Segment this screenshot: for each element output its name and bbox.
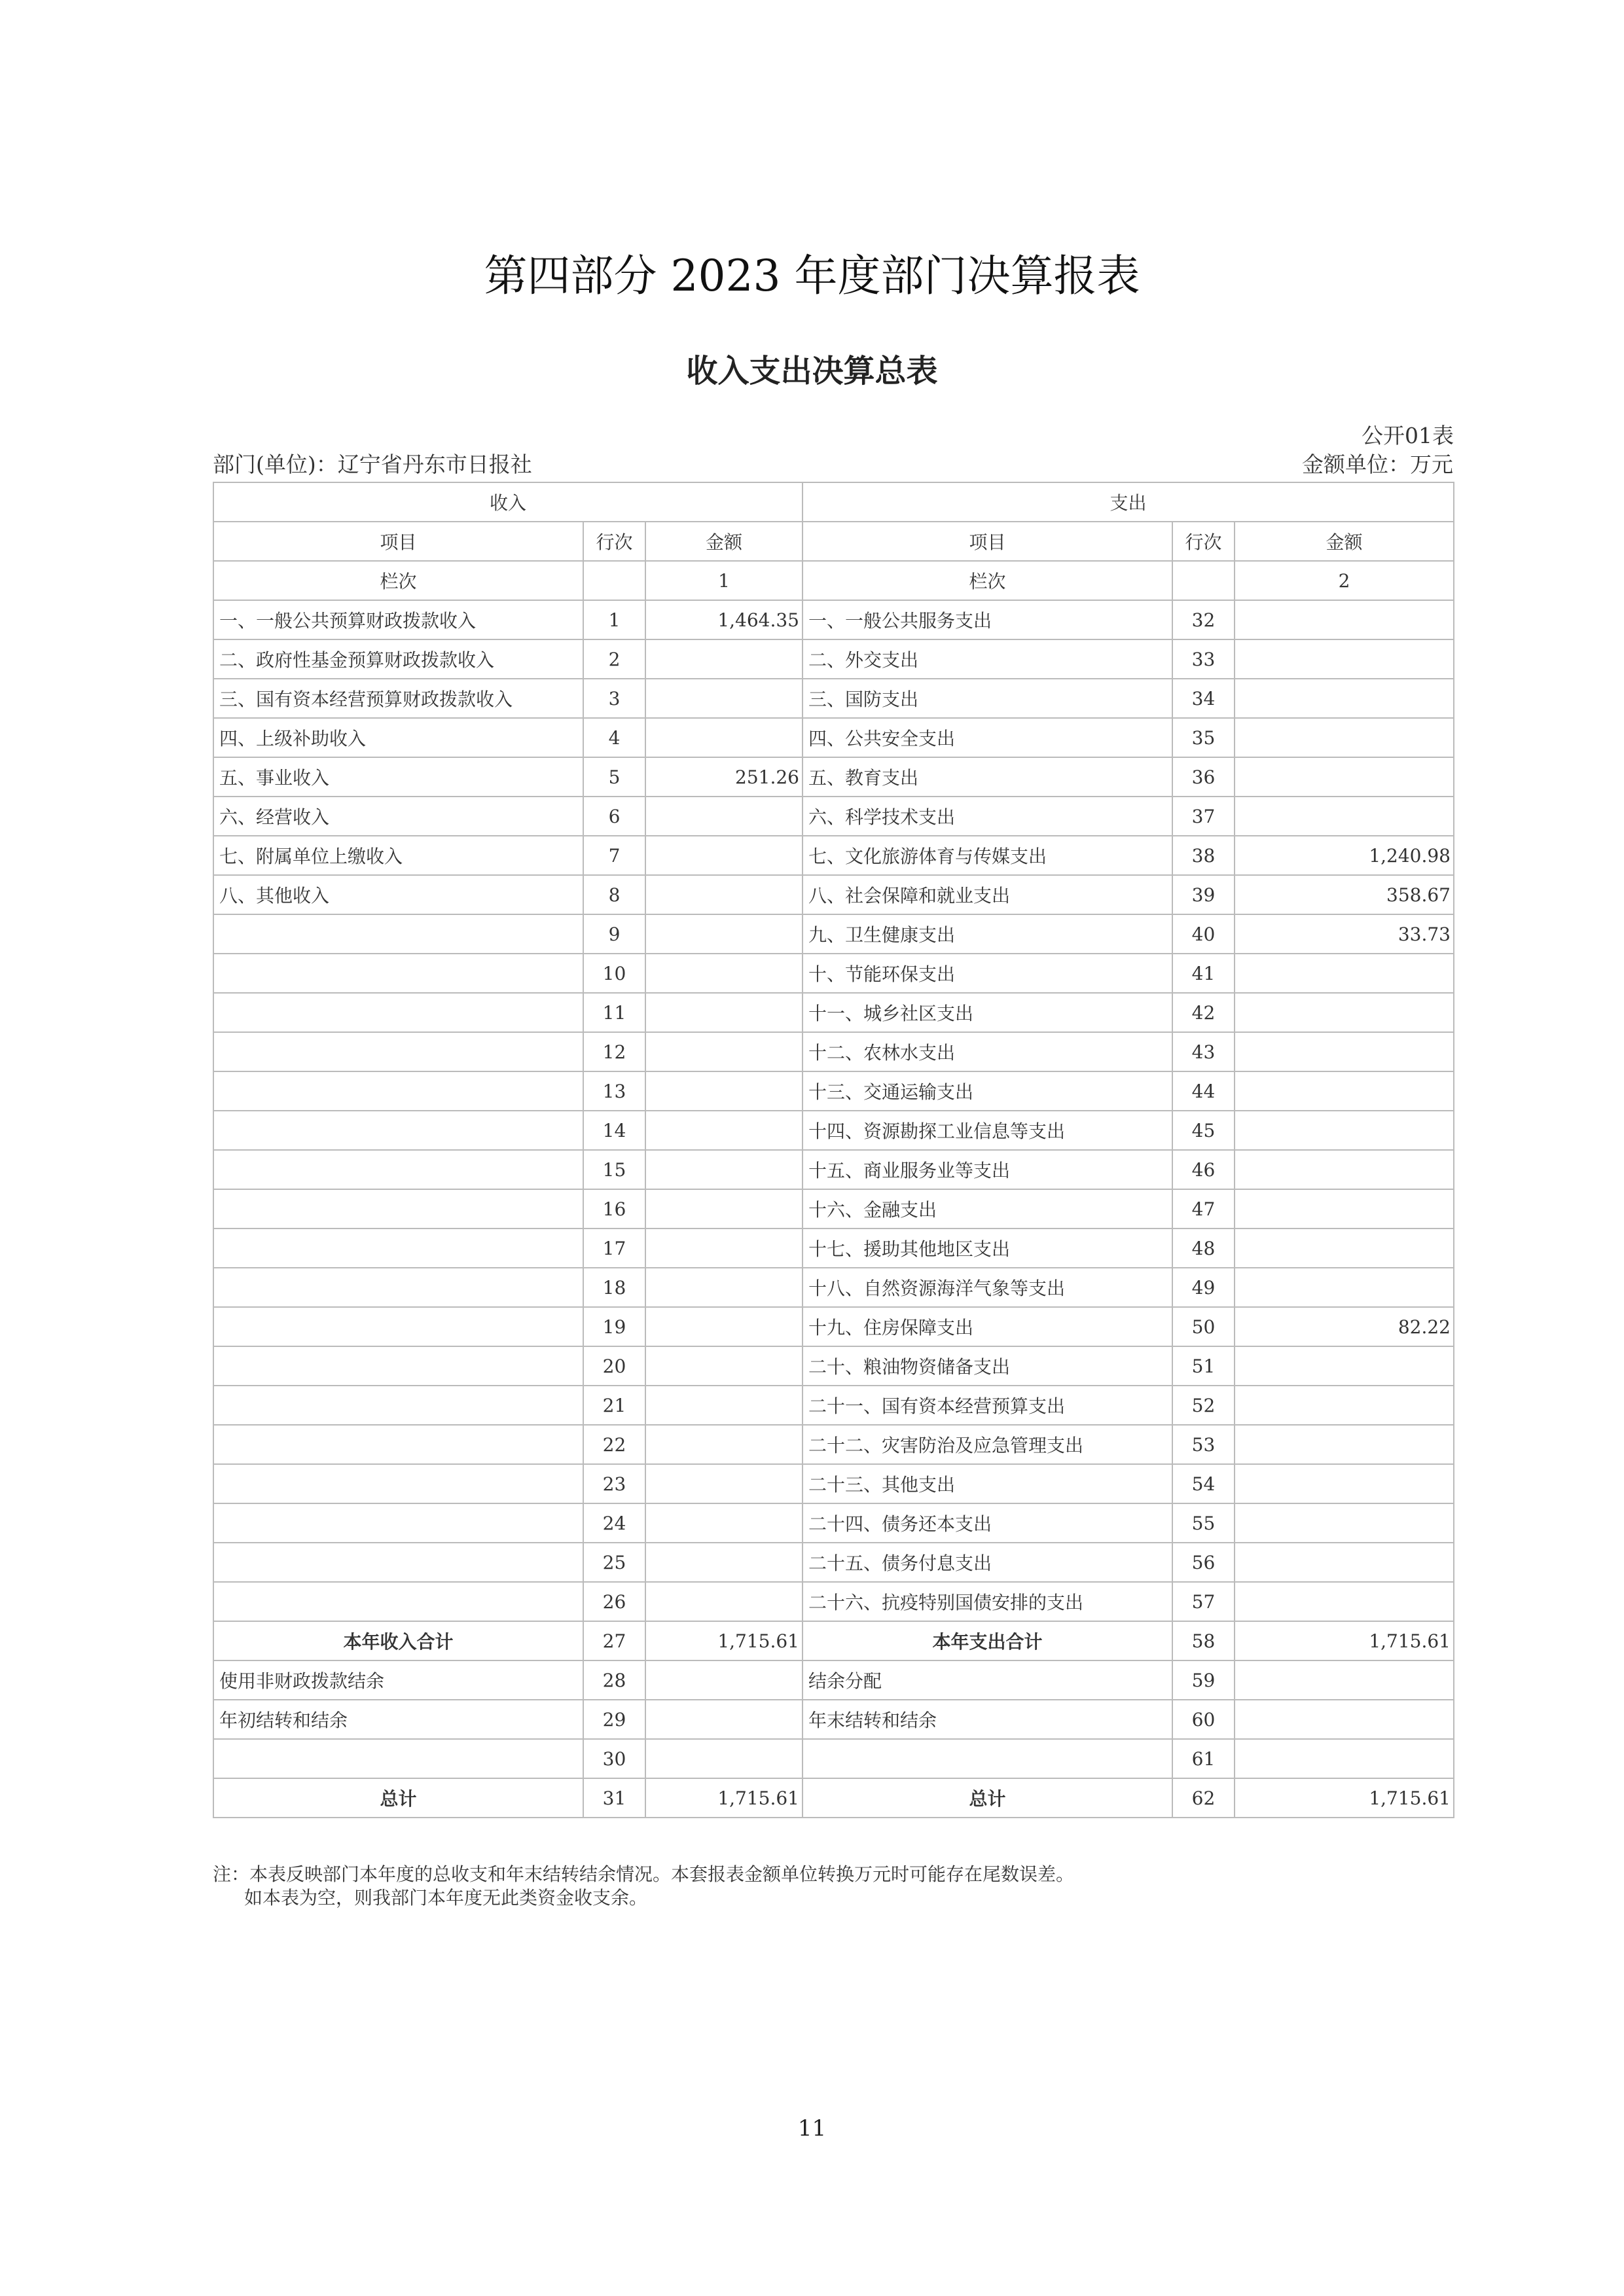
income-item-cell: 五、事业收入 <box>213 757 583 797</box>
expense-line-cell: 49 <box>1172 1268 1235 1307</box>
table-row <box>213 1621 1454 1660</box>
expense-group-header: 支出 <box>803 482 1454 522</box>
table-title: 收入支出决算总表 <box>686 353 938 389</box>
income-amount-cell <box>645 679 803 718</box>
income-line-cell: 24 <box>583 1503 645 1543</box>
income-item-cell <box>213 954 583 993</box>
income-item-cell <box>213 1582 583 1621</box>
expense-amount-cell <box>1235 1111 1454 1150</box>
table-row <box>213 1386 1454 1425</box>
expense-item-cell: 年末结转和结余 <box>803 1700 1172 1739</box>
table-row <box>213 1700 1454 1739</box>
income-line-cell: 29 <box>583 1700 645 1739</box>
income-item-cell: 一、一般公共预算财政拨款收入 <box>213 600 583 639</box>
table-row <box>213 836 1454 875</box>
expense-item-cell: 十一、城乡社区支出 <box>803 993 1172 1032</box>
income-amount-cell <box>645 1739 803 1778</box>
expense-item-cell: 结余分配 <box>803 1660 1172 1700</box>
income-line-cell: 15 <box>583 1150 645 1189</box>
income-item-cell <box>213 1307 583 1346</box>
table-row <box>213 875 1454 914</box>
expense-line-cell: 56 <box>1172 1543 1235 1582</box>
income-line-cell: 17 <box>583 1229 645 1268</box>
income-index-label: 栏次 <box>213 561 583 600</box>
expense-amount-cell <box>1235 1543 1454 1582</box>
expense-line-cell: 60 <box>1172 1700 1235 1739</box>
expense-amount-cell <box>1235 1032 1454 1071</box>
expense-amount-cell <box>1235 679 1454 718</box>
expense-amount-cell <box>1235 757 1454 797</box>
income-line-cell: 7 <box>583 836 645 875</box>
expense-item-header: 项目 <box>803 522 1172 561</box>
group-header-row <box>213 482 1454 522</box>
income-amount-cell: 1,464.35 <box>645 600 803 639</box>
income-amount-cell <box>645 1032 803 1071</box>
expense-amount-cell <box>1235 1660 1454 1700</box>
expense-amount-cell: 82.22 <box>1235 1307 1454 1346</box>
income-line-cell: 6 <box>583 797 645 836</box>
expense-line-cell: 59 <box>1172 1660 1235 1700</box>
table-row <box>213 1582 1454 1621</box>
expense-line-cell: 36 <box>1172 757 1235 797</box>
income-item-cell: 年初结转和结余 <box>213 1700 583 1739</box>
expense-item-cell: 十六、金融支出 <box>803 1189 1172 1229</box>
expense-amount-cell <box>1235 954 1454 993</box>
expense-line-cell: 39 <box>1172 875 1235 914</box>
expense-item-cell: 十八、自然资源海洋气象等支出 <box>803 1268 1172 1307</box>
income-item-cell <box>213 1464 583 1503</box>
expense-item-cell: 二十一、国有资本经营预算支出 <box>803 1386 1172 1425</box>
expense-line-cell: 32 <box>1172 600 1235 639</box>
income-line-cell: 30 <box>583 1739 645 1778</box>
income-line-cell: 3 <box>583 679 645 718</box>
expense-item-cell: 二十四、债务还本支出 <box>803 1503 1172 1543</box>
table-row <box>213 1778 1454 1818</box>
income-line-cell: 12 <box>583 1032 645 1071</box>
income-item-cell <box>213 1739 583 1778</box>
expense-item-cell: 八、社会保障和就业支出 <box>803 875 1172 914</box>
expense-amount-cell <box>1235 639 1454 679</box>
note-line-2: 如本表为空，则我部门本年度无此类资金收支余。 <box>244 1887 648 1909</box>
income-amount-cell <box>645 1700 803 1739</box>
table-row <box>213 1739 1454 1778</box>
income-item-cell: 四、上级补助收入 <box>213 718 583 757</box>
column-header-row <box>213 522 1454 561</box>
expense-index-label: 栏次 <box>803 561 1172 600</box>
income-line-cell: 5 <box>583 757 645 797</box>
table-code: 公开01表 <box>1362 423 1454 448</box>
expense-line-cell: 35 <box>1172 718 1235 757</box>
expense-amount-cell <box>1235 1268 1454 1307</box>
table-row <box>213 757 1454 797</box>
income-amount-cell <box>645 1268 803 1307</box>
income-item-cell <box>213 1150 583 1189</box>
income-line-cell: 28 <box>583 1660 645 1700</box>
income-item-cell <box>213 1189 583 1229</box>
table-row <box>213 600 1454 639</box>
income-item-cell: 二、政府性基金预算财政拨款收入 <box>213 639 583 679</box>
expense-amount-cell <box>1235 1189 1454 1229</box>
income-amount-cell: 1,715.61 <box>645 1778 803 1818</box>
expense-item-cell: 十二、农林水支出 <box>803 1032 1172 1071</box>
expense-amount-cell <box>1235 1150 1454 1189</box>
expense-amount-cell <box>1235 718 1454 757</box>
income-index-blank <box>583 561 645 600</box>
expense-item-cell: 十五、商业服务业等支出 <box>803 1150 1172 1189</box>
table-row <box>213 718 1454 757</box>
income-amount-cell <box>645 1346 803 1386</box>
expense-line-cell: 54 <box>1172 1464 1235 1503</box>
income-item-cell <box>213 1071 583 1111</box>
table-row <box>213 1071 1454 1111</box>
table-row <box>213 1346 1454 1386</box>
expense-amount-cell <box>1235 1425 1454 1464</box>
income-amount-cell <box>645 1503 803 1543</box>
income-line-cell: 31 <box>583 1778 645 1818</box>
expense-item-cell: 十七、援助其他地区支出 <box>803 1229 1172 1268</box>
expense-line-cell: 45 <box>1172 1111 1235 1150</box>
income-amount-cell <box>645 954 803 993</box>
income-line-cell: 9 <box>583 914 645 954</box>
table-row <box>213 797 1454 836</box>
income-amount-cell <box>645 1111 803 1150</box>
expense-line-cell: 44 <box>1172 1071 1235 1111</box>
income-item-cell <box>213 1229 583 1268</box>
income-line-cell: 1 <box>583 600 645 639</box>
income-item-cell <box>213 1386 583 1425</box>
income-amount-cell <box>645 1425 803 1464</box>
expense-item-cell <box>803 1739 1172 1778</box>
income-line-cell: 8 <box>583 875 645 914</box>
table-row <box>213 1543 1454 1582</box>
income-item-cell <box>213 1111 583 1150</box>
income-amount-cell <box>645 1307 803 1346</box>
income-line-cell: 26 <box>583 1582 645 1621</box>
expense-amount-cell: 358.67 <box>1235 875 1454 914</box>
expense-amount-cell: 1,240.98 <box>1235 836 1454 875</box>
expense-amount-cell <box>1235 1582 1454 1621</box>
table-row <box>213 1464 1454 1503</box>
income-line-cell: 25 <box>583 1543 645 1582</box>
expense-line-cell: 52 <box>1172 1386 1235 1425</box>
expense-line-cell: 40 <box>1172 914 1235 954</box>
table-row <box>213 954 1454 993</box>
income-item-cell: 使用非财政拨款结余 <box>213 1660 583 1700</box>
income-amount-cell <box>645 1189 803 1229</box>
table-row <box>213 679 1454 718</box>
expense-index-blank <box>1172 561 1235 600</box>
expense-index-number: 2 <box>1235 561 1454 600</box>
income-item-cell: 八、其他收入 <box>213 875 583 914</box>
income-line-cell: 27 <box>583 1621 645 1660</box>
expense-line-cell: 34 <box>1172 679 1235 718</box>
income-item-cell: 本年收入合计 <box>213 1621 583 1660</box>
income-item-cell <box>213 1503 583 1543</box>
income-item-cell <box>213 914 583 954</box>
income-amount-cell <box>645 836 803 875</box>
income-line-cell: 10 <box>583 954 645 993</box>
expense-line-cell: 53 <box>1172 1425 1235 1464</box>
income-amount-cell: 251.26 <box>645 757 803 797</box>
expense-line-cell: 46 <box>1172 1150 1235 1189</box>
part-title: 第四部分 2023 年度部门决算报表 <box>484 251 1140 301</box>
income-amount-cell <box>645 1582 803 1621</box>
table-row <box>213 1229 1454 1268</box>
column-index-row <box>213 561 1454 600</box>
income-line-cell: 14 <box>583 1111 645 1150</box>
income-item-cell <box>213 993 583 1032</box>
income-amount-cell <box>645 718 803 757</box>
income-item-cell: 三、国有资本经营预算财政拨款收入 <box>213 679 583 718</box>
table-row <box>213 1307 1454 1346</box>
amount-unit-label: 金额单位：万元 <box>1302 452 1453 477</box>
income-item-cell <box>213 1268 583 1307</box>
expense-line-cell: 42 <box>1172 993 1235 1032</box>
income-amount-cell <box>645 993 803 1032</box>
expense-line-cell: 51 <box>1172 1346 1235 1386</box>
income-index-number: 1 <box>645 561 803 600</box>
income-line-cell: 20 <box>583 1346 645 1386</box>
income-line-cell: 2 <box>583 639 645 679</box>
table-row <box>213 639 1454 679</box>
expense-item-cell: 十四、资源勘探工业信息等支出 <box>803 1111 1172 1150</box>
income-amount-cell <box>645 1150 803 1189</box>
expense-item-cell: 二十六、抗疫特别国债安排的支出 <box>803 1582 1172 1621</box>
expense-item-cell: 二十二、灾害防治及应急管理支出 <box>803 1425 1172 1464</box>
expense-item-cell: 二十五、债务付息支出 <box>803 1543 1172 1582</box>
expense-line-cell: 61 <box>1172 1739 1235 1778</box>
table-row <box>213 1425 1454 1464</box>
income-amount-cell <box>645 914 803 954</box>
expense-item-cell: 二、外交支出 <box>803 639 1172 679</box>
department-label: 部门(单位)：辽宁省丹东市日报社 <box>213 452 532 477</box>
income-amount-cell <box>645 1464 803 1503</box>
expense-amount-cell <box>1235 1386 1454 1425</box>
income-item-cell <box>213 1425 583 1464</box>
income-amount-cell <box>645 797 803 836</box>
income-amount-cell <box>645 639 803 679</box>
income-line-cell: 11 <box>583 993 645 1032</box>
income-line-cell: 4 <box>583 718 645 757</box>
table-row <box>213 1032 1454 1071</box>
income-line-header: 行次 <box>583 522 645 561</box>
expense-item-cell: 六、科学技术支出 <box>803 797 1172 836</box>
table-row <box>213 1150 1454 1189</box>
expense-amount-cell <box>1235 797 1454 836</box>
expense-item-cell: 四、公共安全支出 <box>803 718 1172 757</box>
expense-amount-cell: 33.73 <box>1235 914 1454 954</box>
income-line-cell: 22 <box>583 1425 645 1464</box>
expense-item-cell: 三、国防支出 <box>803 679 1172 718</box>
table-row <box>213 1660 1454 1700</box>
expense-item-cell: 二十、粮油物资储备支出 <box>803 1346 1172 1386</box>
expense-amount-header: 金额 <box>1235 522 1454 561</box>
expense-amount-cell <box>1235 1229 1454 1268</box>
income-item-cell: 七、附属单位上缴收入 <box>213 836 583 875</box>
table-row <box>213 1189 1454 1229</box>
expense-amount-cell <box>1235 600 1454 639</box>
table-row <box>213 1111 1454 1150</box>
income-amount-cell <box>645 1543 803 1582</box>
income-line-cell: 21 <box>583 1386 645 1425</box>
expense-amount-cell <box>1235 1346 1454 1386</box>
expense-line-cell: 57 <box>1172 1582 1235 1621</box>
expense-amount-cell <box>1235 1464 1454 1503</box>
expense-item-cell: 十九、住房保障支出 <box>803 1307 1172 1346</box>
table-row <box>213 1268 1454 1307</box>
table-row <box>213 993 1454 1032</box>
expense-line-cell: 37 <box>1172 797 1235 836</box>
expense-line-header: 行次 <box>1172 522 1235 561</box>
income-line-cell: 13 <box>583 1071 645 1111</box>
income-amount-cell <box>645 1386 803 1425</box>
expense-item-cell: 九、卫生健康支出 <box>803 914 1172 954</box>
income-item-cell <box>213 1032 583 1071</box>
expense-line-cell: 41 <box>1172 954 1235 993</box>
expense-item-cell: 本年支出合计 <box>803 1621 1172 1660</box>
income-amount-header: 金额 <box>645 522 803 561</box>
expense-line-cell: 55 <box>1172 1503 1235 1543</box>
expense-amount-cell: 1,715.61 <box>1235 1621 1454 1660</box>
income-amount-cell <box>645 875 803 914</box>
income-line-cell: 19 <box>583 1307 645 1346</box>
income-amount-cell <box>645 1660 803 1700</box>
expense-item-cell: 十、节能环保支出 <box>803 954 1172 993</box>
page-number: 11 <box>797 2115 827 2142</box>
expense-item-cell: 一、一般公共服务支出 <box>803 600 1172 639</box>
expense-line-cell: 33 <box>1172 639 1235 679</box>
expense-item-cell: 总计 <box>803 1778 1172 1818</box>
expense-amount-cell <box>1235 1503 1454 1543</box>
income-group-header: 收入 <box>213 482 803 522</box>
table-row <box>213 914 1454 954</box>
expense-line-cell: 62 <box>1172 1778 1235 1818</box>
expense-item-cell: 十三、交通运输支出 <box>803 1071 1172 1111</box>
expense-item-cell: 七、文化旅游体育与传媒支出 <box>803 836 1172 875</box>
income-item-cell: 总计 <box>213 1778 583 1818</box>
expense-line-cell: 38 <box>1172 836 1235 875</box>
expense-item-cell: 五、教育支出 <box>803 757 1172 797</box>
expense-amount-cell <box>1235 1739 1454 1778</box>
expense-amount-cell <box>1235 1071 1454 1111</box>
income-expense-table <box>213 482 1454 1818</box>
income-item-cell <box>213 1543 583 1582</box>
income-amount-cell <box>645 1229 803 1268</box>
income-item-header: 项目 <box>213 522 583 561</box>
table-row <box>213 1503 1454 1543</box>
income-line-cell: 23 <box>583 1464 645 1503</box>
expense-amount-cell <box>1235 993 1454 1032</box>
income-item-cell <box>213 1346 583 1386</box>
income-line-cell: 16 <box>583 1189 645 1229</box>
income-amount-cell: 1,715.61 <box>645 1621 803 1660</box>
income-amount-cell <box>645 1071 803 1111</box>
expense-line-cell: 50 <box>1172 1307 1235 1346</box>
expense-line-cell: 58 <box>1172 1621 1235 1660</box>
expense-line-cell: 48 <box>1172 1229 1235 1268</box>
expense-line-cell: 47 <box>1172 1189 1235 1229</box>
income-line-cell: 18 <box>583 1268 645 1307</box>
expense-amount-cell: 1,715.61 <box>1235 1778 1454 1818</box>
note-line-1: 注：本表反映部门本年度的总收支和年末结转结余情况。本套报表金额单位转换万元时可能存在尾数误差。 <box>213 1863 1075 1885</box>
table-notes <box>213 1863 1074 1910</box>
expense-line-cell: 43 <box>1172 1032 1235 1071</box>
income-item-cell: 六、经营收入 <box>213 797 583 836</box>
expense-amount-cell <box>1235 1700 1454 1739</box>
expense-item-cell: 二十三、其他支出 <box>803 1464 1172 1503</box>
